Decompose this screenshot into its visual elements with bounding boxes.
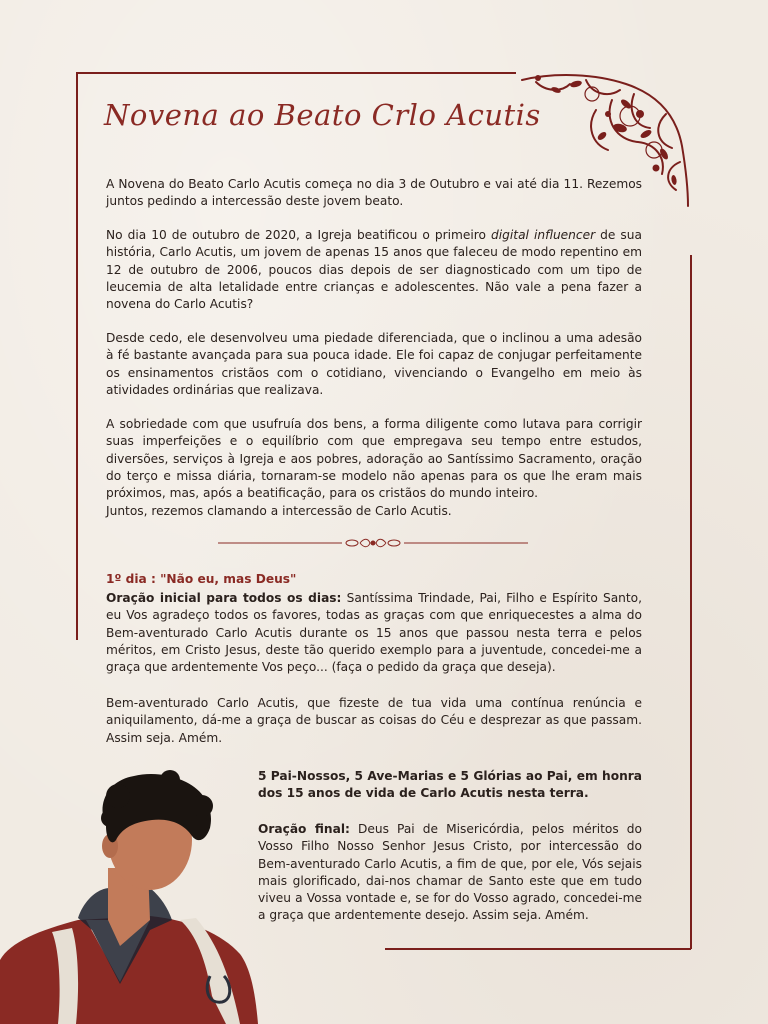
intro-paragraph-3: Desde cedo, ele desenvolveu uma piedade diferenciada, que o inclinou a uma adesão à fé bastante avançada para sua pouca idade. Ele foi capaz de conjugar perfeitamente os ensinamentos cristãos com o cotidiano, vivenciando o Evangelho em meio às atividades ordinárias que realizava. xyxy=(106,331,642,397)
day-title: 1º dia : "Não eu, mas Deus" xyxy=(106,572,297,586)
opening-prayer-label: Oração inicial para todos os dias: xyxy=(106,591,342,605)
frame-bottom-line xyxy=(385,948,691,950)
rosary-instruction: 5 Pai-Nossos, 5 Ave-Marias e 5 Glórias ao Pai, em honra dos 15 anos de vida de Carlo Acutis nesta terra. xyxy=(258,769,642,801)
intro-paragraph-2-end: de sua história, Carlo Acutis, um jovem de apenas 15 anos que faleceu de modo repentino em 12 de outubro de 2006, poucos dias depois de ser diagnosticado com um tipo de leucemia de alta letalidade entre crianças e adolescentes. Não vale a pena fazer a novena do Carlo Acutis? xyxy=(106,228,642,312)
opening-prayer-text: Santíssima Trindade, Pai, Filho e Espírito Santo, eu Vos agradeço todos os favores, todas as graças com que enriquecestes a alma do Bem-aventurado Carlo Acutis durante os 15 anos que passou nesta terra e pelos méritos, em Cristo Jesus, deste tão querido exemplo para a juventude, concedei-me a graça que ardentemente Vos peço... (faça o pedido da graça que deseja). xyxy=(106,591,642,675)
intro-paragraph-2-start: No dia 10 de outubro de 2020, a Igreja beatificou o primeiro xyxy=(106,228,492,242)
intro-paragraph-2 xyxy=(106,227,642,313)
final-prayer-label: Oração final: xyxy=(258,822,350,836)
intro-paragraph-4: A sobriedade com que usufruía dos bens, a forma diligente como lutava para corrigir suas imperfeições e o equilíbrio com que empregava seu tempo entre estudos, diversões, serviços à Igreja e aos pobres, adoração ao Santíssimo Sacramento, oração do terço e missa diária, tornaram-se modelo não apenas para os que lhe eram mais próximos, mas, após a beatificação, para os cristãos do mundo inteiro. xyxy=(106,417,642,501)
final-prayer xyxy=(258,821,642,925)
page-title: Novena ao Beato Crlo Acutis xyxy=(104,98,541,132)
final-prayer-text: Deus Pai de Misericórdia, pelos méritos do Vosso Filho Nosso Senhor Jesus Cristo, por intercessão do Bem-aventurado Carlo Acutis, a fim de que, por ele, Vós sejais mais glorificado, dai-nos chamar de Santo este que em tudo viveu a Vossa vontade e, se for do Vosso agrado, concedei-me a graça que ardentemente desejo. Assim seja. Amém. xyxy=(258,822,642,923)
ornamental-divider-icon xyxy=(218,536,528,550)
frame-top-line xyxy=(76,72,516,74)
frame-right-line xyxy=(690,255,692,949)
intro-paragraph-5: Juntos, rezemos clamando a intercessão de Carlo Acutis. xyxy=(106,504,452,518)
frame-left-line xyxy=(76,72,78,640)
day-prayer: Bem-aventurado Carlo Acutis, que fizeste de tua vida uma contínua renúncia e aniquilamento, dá-me a graça de buscar as coisas do Céu e desprezar as que passam. Assim seja. Amém. xyxy=(106,696,642,745)
opening-prayer xyxy=(106,590,642,676)
intro-paragraph-2-emphasis: digital influencer xyxy=(491,228,596,242)
carlo-acutis-illustration-icon xyxy=(0,770,262,1024)
intro-paragraph-1: A Novena do Beato Carlo Acutis começa no dia 3 de Outubro e vai até dia 11. Rezemos juntos pedindo a intercessão deste jovem beato. xyxy=(106,177,642,209)
